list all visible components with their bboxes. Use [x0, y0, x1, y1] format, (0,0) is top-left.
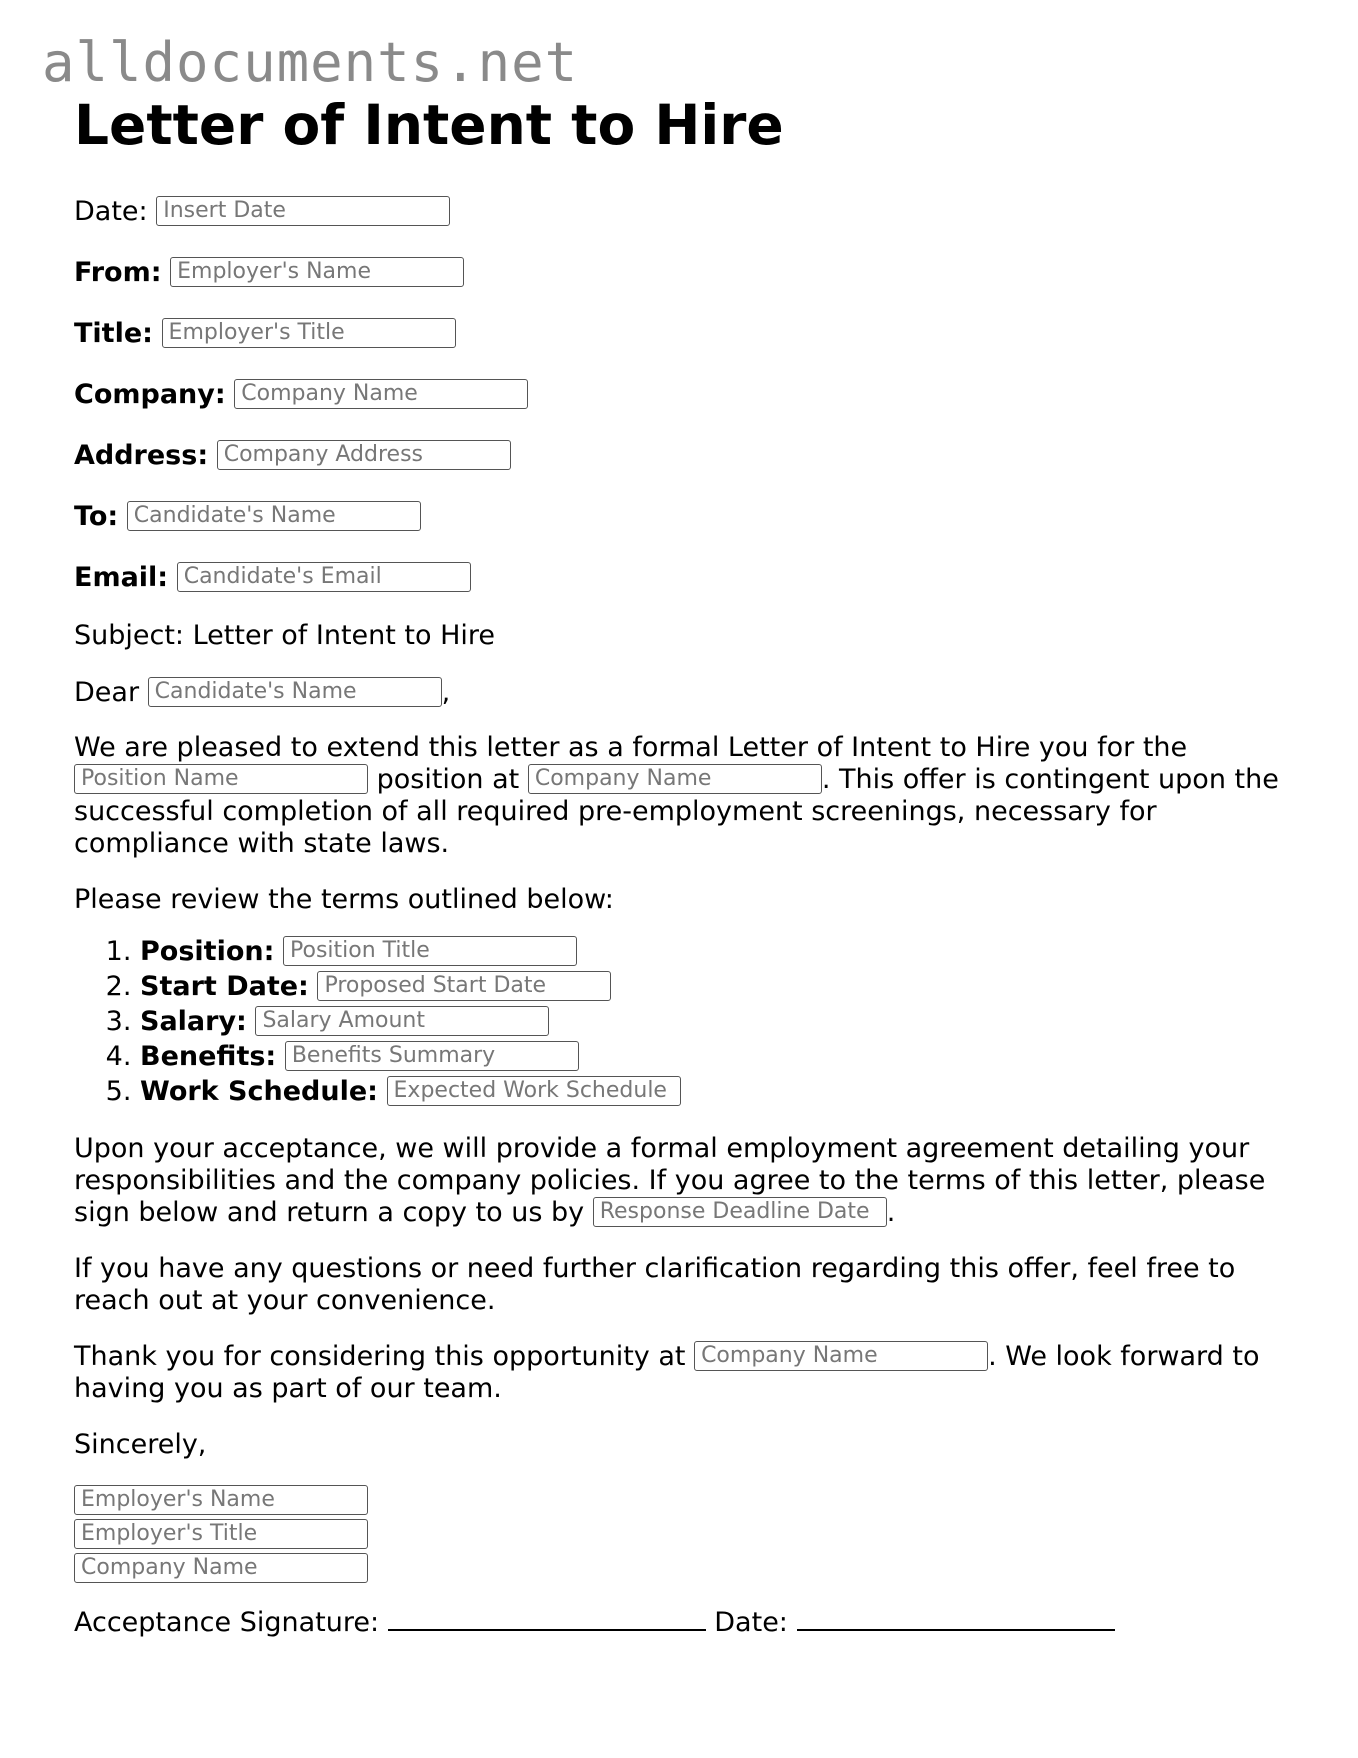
questions-paragraph: If you have any questions or need further clarification regarding this offer, feel free to reach out at your convenience.: [74, 1253, 1236, 1317]
term-salary: [140, 1004, 1294, 1039]
watermark: alldocuments.net: [42, 31, 579, 94]
term-start-date: [140, 969, 1294, 1004]
benefits-field[interactable]: Benefits Summary: [285, 1041, 579, 1071]
position-name-field[interactable]: Position Name: [74, 764, 368, 794]
address-label: Address:: [74, 440, 209, 472]
company-field[interactable]: Company Name: [234, 379, 528, 409]
acceptance-signature-label: Acceptance Signature:: [74, 1607, 380, 1639]
thanks-text-1: Thank you for considering this opportunity at: [74, 1341, 686, 1373]
intro-text-3: . This offer is contingent upon the successful completion of all required pre-employment screenings, necessary for compliance with state laws.: [74, 764, 1279, 860]
intro-company-field[interactable]: Company Name: [528, 764, 822, 794]
from-label: From:: [74, 257, 162, 289]
thanks-company-field[interactable]: Company Name: [694, 1341, 988, 1371]
work-schedule-field[interactable]: Expected Work Schedule: [387, 1076, 681, 1106]
greeting-suffix: ,: [441, 677, 451, 709]
intro-text-1: We are pleased to extend this letter as a formal Letter of Intent to Hire you for the: [74, 732, 1188, 764]
terms-list: [74, 934, 1294, 1109]
term-label: Work Schedule:: [140, 1076, 378, 1108]
greeting-row: [74, 676, 1294, 710]
start-date-field[interactable]: Proposed Start Date: [317, 971, 611, 1001]
subject-line: Subject: Letter of Intent to Hire: [74, 620, 496, 652]
employer-title-field[interactable]: Employer's Title: [162, 318, 456, 348]
response-deadline-field[interactable]: Response Deadline Date: [593, 1197, 887, 1227]
company-row: [74, 378, 1294, 412]
letter-body: [74, 94, 1294, 1639]
acceptance-date-label: Date:: [714, 1607, 788, 1639]
email-label: Email:: [74, 562, 169, 594]
thanks-paragraph: [74, 1341, 1294, 1405]
acceptance-text-2: .: [886, 1197, 896, 1229]
intro-text-2: position at: [376, 764, 520, 796]
acceptance-date-line[interactable]: [797, 1607, 1115, 1631]
position-title-field[interactable]: Position Title: [283, 936, 577, 966]
acceptance-paragraph: [74, 1133, 1294, 1229]
terms-intro: Please review the terms outlined below:: [74, 884, 614, 916]
title-row: [74, 317, 1294, 351]
signature-employer-name-field[interactable]: Employer's Name: [74, 1485, 368, 1515]
title-label: Title:: [74, 318, 153, 350]
date-field[interactable]: Insert Date: [156, 196, 450, 226]
term-label: Salary:: [140, 1006, 247, 1038]
address-field[interactable]: Company Address: [217, 440, 511, 470]
term-position: [140, 934, 1294, 969]
term-label: Start Date:: [140, 971, 309, 1003]
signature-employer-title-field[interactable]: Employer's Title: [74, 1519, 368, 1549]
term-label: Position:: [140, 936, 275, 968]
company-label: Company:: [74, 379, 226, 411]
term-label: Benefits:: [140, 1041, 277, 1073]
acceptance-text-1: Upon your acceptance, we will provide a formal employment agreement detailing your responsibilities and the company policies. If you agree to the terms of this letter, please sign below and return a copy to us by: [74, 1133, 1266, 1229]
signature-block: [74, 1485, 1294, 1583]
intro-paragraph: [74, 732, 1294, 860]
address-row: [74, 439, 1294, 473]
from-field[interactable]: Employer's Name: [170, 257, 464, 287]
date-row: [74, 195, 1294, 229]
acceptance-signature-line[interactable]: [388, 1607, 706, 1631]
to-label: To:: [74, 501, 119, 533]
date-label: Date:: [74, 196, 148, 228]
from-row: [74, 256, 1294, 290]
salary-field[interactable]: Salary Amount: [255, 1006, 549, 1036]
email-row: [74, 561, 1294, 595]
acceptance-signature-row: [74, 1607, 1294, 1639]
greeting-candidate-field[interactable]: Candidate's Name: [148, 677, 442, 707]
term-benefits: [140, 1039, 1294, 1074]
page-title: Letter of Intent to Hire: [74, 93, 784, 157]
closing: Sincerely,: [74, 1429, 207, 1461]
signature-company-field[interactable]: Company Name: [74, 1553, 368, 1583]
greeting-prefix: Dear: [74, 677, 140, 709]
term-work-schedule: [140, 1074, 1294, 1109]
to-row: [74, 500, 1294, 534]
candidate-email-field[interactable]: Candidate's Email: [177, 562, 471, 592]
candidate-name-field[interactable]: Candidate's Name: [127, 501, 421, 531]
thanks-text-2: . We look forward to having you as part of our team.: [74, 1341, 1260, 1405]
